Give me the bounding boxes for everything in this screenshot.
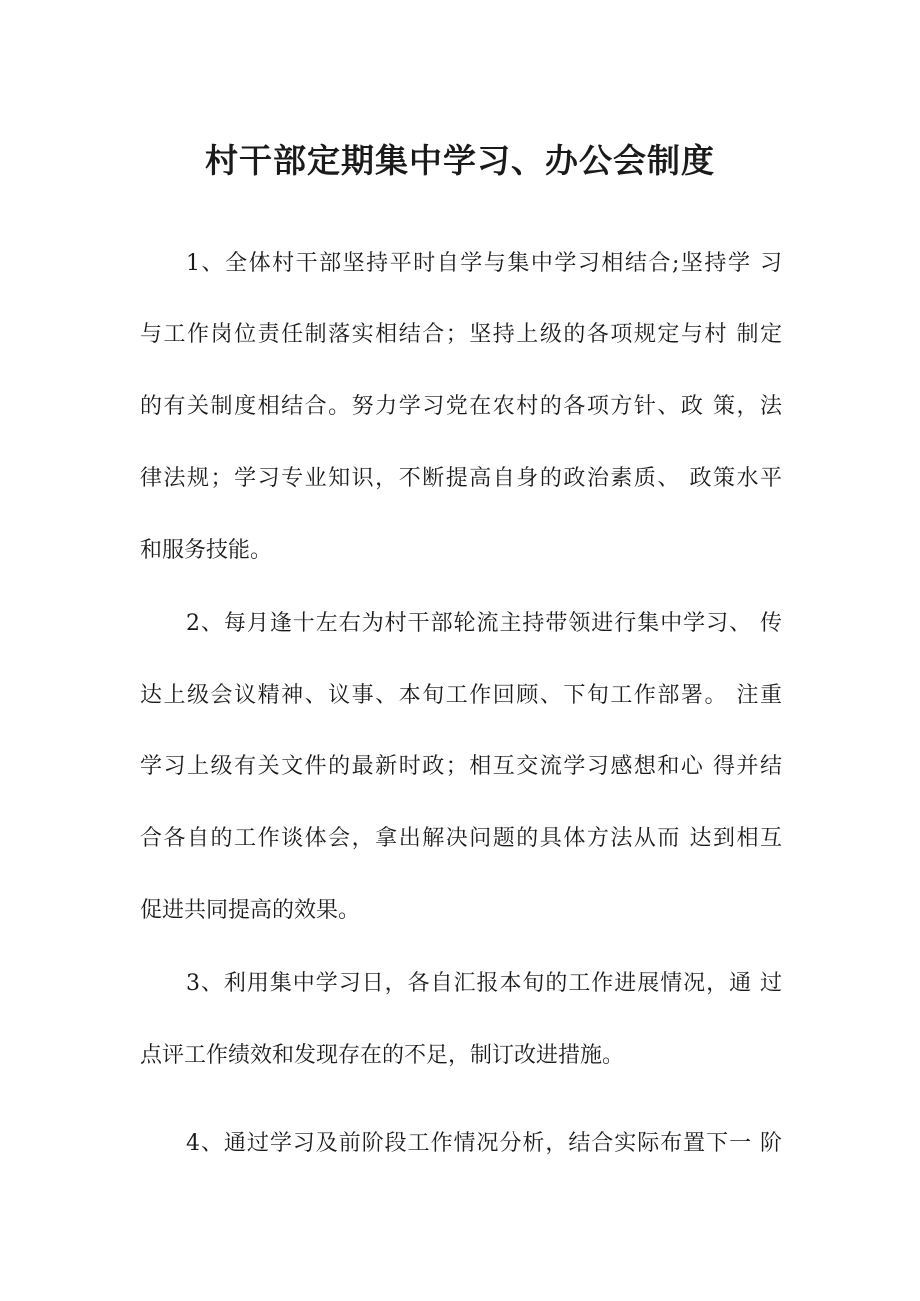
paragraph-4-line-1: 4、通过学习及前阶段工作情况分析，结合实际布置下一 阶 bbox=[186, 1131, 782, 1156]
paragraph-2-line-4: 合各自的工作谈体会，拿出解决问题的具体方法从而 达到相互 bbox=[140, 826, 782, 851]
paragraph-3-line-1: 3、利用集中学习日，各自汇报本旬的工作进展情况，通 过 bbox=[186, 971, 782, 996]
paragraph-1-line-5: 和服务技能。 bbox=[140, 538, 273, 563]
paragraph-2-line-1: 2、每月逢十左右为村干部轮流主持带领进行集中学习、 传 bbox=[186, 611, 782, 636]
document-title: 村干部定期集中学习、办公会制度 bbox=[205, 141, 715, 180]
paragraph-1-line-4: 律法规；学习专业知识，不断提高自身的政治素质、 政策水平 bbox=[140, 466, 782, 491]
paragraph-2-line-3: 学习上级有关文件的最新时政；相互交流学习感想和心 得并结 bbox=[140, 754, 782, 779]
paragraph-2-line-2: 达上级会议精神、议事、本旬工作回顾、下旬工作部署。 注重 bbox=[140, 683, 782, 708]
paragraph-1-line-1: 1、全体村干部坚持平时自学与集中学习相结合;坚持学 习 bbox=[186, 251, 782, 276]
paragraph-3-line-2: 点评工作绩效和发现存在的不足，制订改进措施。 bbox=[140, 1043, 625, 1068]
paragraph-2-line-5: 促进共同提高的效果。 bbox=[140, 898, 361, 923]
paragraph-1-line-2: 与工作岗位责任制落实相结合；坚持上级的各项规定与村 制定 bbox=[140, 322, 782, 347]
paragraph-1-line-3: 的有关制度相结合。努力学习党在农村的各项方针、政 策，法 bbox=[140, 394, 782, 419]
